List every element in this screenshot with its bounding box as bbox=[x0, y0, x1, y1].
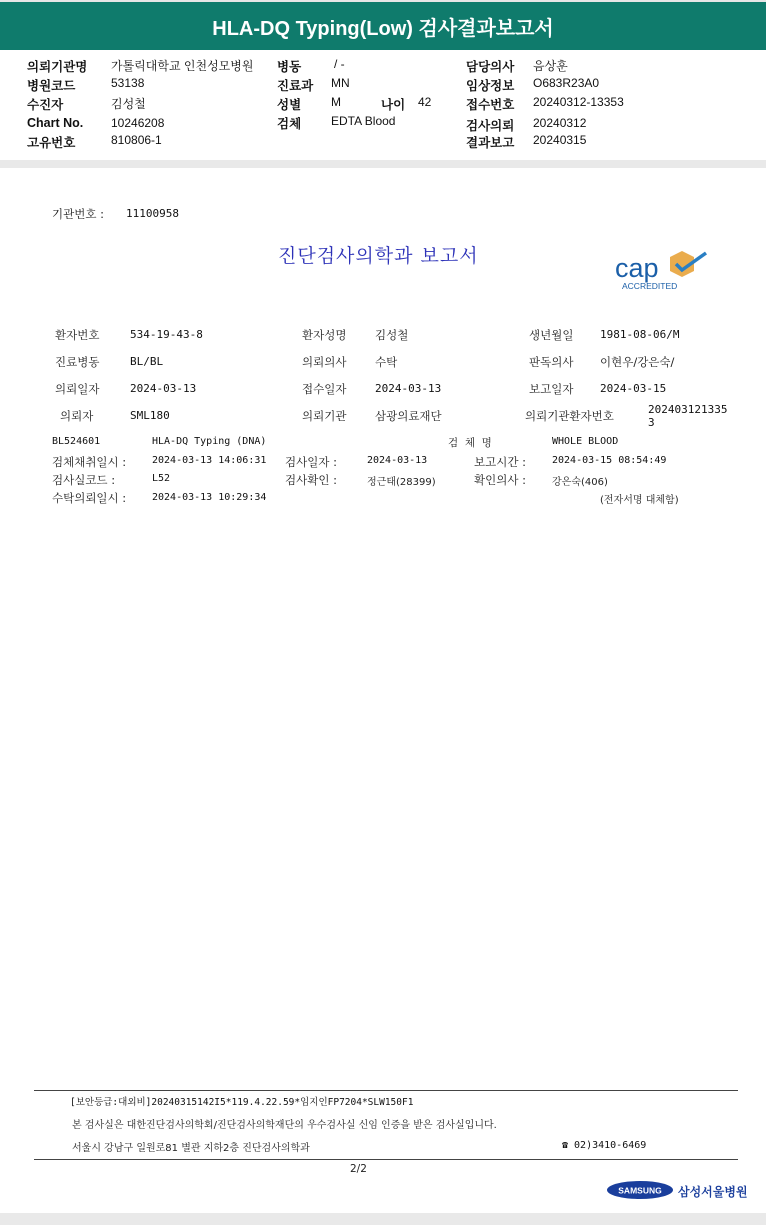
header-label-chart-no: Chart No. bbox=[27, 116, 84, 130]
value-institution-patient-no-cont: 3 bbox=[648, 416, 655, 429]
phone-text: ☎ 02)3410-6469 bbox=[562, 1140, 647, 1151]
value-request-date: 2024-03-13 bbox=[130, 382, 197, 395]
specimen-name-label: 검 체 명 bbox=[448, 437, 492, 449]
value-report-date: 2024-03-15 bbox=[600, 382, 667, 395]
header-value-chart-no: 10246208 bbox=[111, 116, 165, 130]
test-confirm-label: 검사확인 : bbox=[285, 473, 337, 487]
confirm-doctor-value: 강은숙(406) bbox=[552, 477, 608, 488]
header-value-institution: 가톨릭대학교 인천성모병원 bbox=[111, 59, 254, 73]
header-separator bbox=[0, 160, 766, 168]
cap-logo-text: cap bbox=[615, 253, 659, 283]
header-value-unique-no: 810806-1 bbox=[111, 133, 162, 147]
lab-code-label: 검사실코드 : bbox=[52, 473, 116, 487]
footer-bottom-rule bbox=[34, 1159, 738, 1160]
header-label-clinical-info: 임상정보 bbox=[466, 79, 515, 93]
header-label-doctor: 담당의사 bbox=[466, 60, 515, 74]
institution-number-label: 기관번호 : bbox=[52, 207, 104, 221]
header-value-hospital-code: 53138 bbox=[111, 76, 145, 90]
label-birthdate: 생년월일 bbox=[529, 328, 574, 342]
label-patient-no: 환자번호 bbox=[55, 328, 100, 342]
certification-text: 본 검사실은 대한진단검사의학회/진단검사의학재단의 우수검사실 신임 인증을 받은 검사실입니다. bbox=[72, 1120, 497, 1131]
header-value-result-date: 20240315 bbox=[533, 133, 587, 147]
header-value-request-date: 20240312 bbox=[533, 116, 587, 130]
test-date-value: 2024-03-13 bbox=[367, 455, 428, 466]
header-value-doctor: 음상훈 bbox=[533, 59, 568, 73]
value-requesting-institution: 삼광의료재단 bbox=[375, 409, 442, 423]
footer-top-rule bbox=[34, 1090, 738, 1091]
header-value-sex: M bbox=[331, 95, 341, 109]
header-label-patient: 수진자 bbox=[27, 98, 64, 112]
label-referring-doctor: 의뢰의사 bbox=[302, 355, 347, 369]
report-time-value: 2024-03-15 08:54:49 bbox=[552, 455, 667, 466]
header-label-institution: 의뢰기관명 bbox=[27, 60, 88, 74]
institution-number-value: 11100958 bbox=[126, 207, 179, 220]
label-reading-doctor: 판독의사 bbox=[529, 355, 574, 369]
test-date-label: 검사일자 : bbox=[285, 455, 337, 469]
report-time-label: 보고시간 : bbox=[474, 455, 526, 469]
header-label-specimen: 검체 bbox=[277, 117, 302, 131]
samsung-logo bbox=[606, 1180, 674, 1200]
value-reading-doctor: 이현우/강은숙/ bbox=[600, 355, 675, 369]
value-requester: SML180 bbox=[130, 409, 170, 422]
header-value-clinical-info: O683R23A0 bbox=[533, 76, 600, 90]
confirm-doctor-label: 확인의사 : bbox=[474, 473, 526, 487]
header-value-reception-no: 20240312-13353 bbox=[533, 95, 624, 109]
page-number: 2/2 bbox=[350, 1163, 367, 1175]
specimen-name-value: WHOLE BLOOD bbox=[552, 436, 619, 447]
value-patient-name: 김성철 bbox=[375, 328, 409, 342]
hospital-name: 삼성서울병원 bbox=[678, 1185, 748, 1199]
header-label-request-date: 검사의뢰 bbox=[466, 119, 515, 133]
header-value-patient: 김성철 bbox=[111, 97, 146, 111]
cap-logo-subtext: ACCREDITED bbox=[622, 281, 678, 291]
value-birthdate: 1981-08-06/M bbox=[600, 328, 680, 341]
report-title: HLA-DQ Typing(Low) 검사결과보고서 bbox=[212, 17, 554, 40]
label-receipt-date: 접수일자 bbox=[302, 382, 347, 396]
header-value-age: 42 bbox=[418, 95, 432, 109]
report-heading: 진단검사의학과 보고서 bbox=[278, 245, 479, 267]
esign-note: (전자서명 대체함) bbox=[600, 495, 679, 506]
value-clinic-ward: BL/BL bbox=[130, 355, 164, 368]
address-text: 서울시 강남구 일원로81 별관 지하2층 진단검사의학과 bbox=[72, 1143, 310, 1154]
value-institution-patient-no: 202403121335 bbox=[648, 403, 728, 416]
collection-time-label: 검체채취일시 : bbox=[52, 455, 127, 469]
header-label-age: 나이 bbox=[381, 98, 406, 112]
label-report-date: 보고일자 bbox=[529, 382, 574, 396]
cap-accredited-logo bbox=[612, 247, 712, 295]
test-name: HLA-DQ Typing (DNA) bbox=[152, 436, 267, 447]
test-confirm-value: 정근태(28399) bbox=[367, 477, 436, 488]
value-receipt-date: 2024-03-13 bbox=[375, 382, 442, 395]
consign-time-label: 수탁의뢰일시 : bbox=[52, 491, 127, 505]
header-label-result-date: 결과보고 bbox=[466, 136, 515, 150]
samsung-logo-text: SAMSUNG bbox=[618, 1185, 662, 1196]
bottom-band bbox=[0, 1213, 766, 1225]
label-request-date: 의뢰일자 bbox=[55, 382, 100, 396]
consign-time-value: 2024-03-13 10:29:34 bbox=[152, 492, 267, 503]
value-referring-doctor: 수탁 bbox=[375, 355, 398, 369]
label-requesting-institution: 의뢰기관 bbox=[302, 409, 347, 423]
report-title-bar bbox=[0, 0, 766, 50]
header-value-specimen: EDTA Blood bbox=[331, 114, 396, 128]
label-requester: 의뢰자 bbox=[60, 409, 94, 423]
collection-time-value: 2024-03-13 14:06:31 bbox=[152, 455, 267, 466]
test-code: BL524601 bbox=[52, 436, 101, 447]
security-line: [보안등급:대외비]20240315142I5*119.4.22.59*임지인FP7204*SLW150F1 bbox=[70, 1097, 414, 1108]
header-label-dept: 진료과 bbox=[277, 79, 314, 93]
label-clinic-ward: 진료병동 bbox=[55, 355, 100, 369]
header-label-sex: 성별 bbox=[277, 98, 302, 112]
header-label-unique-no: 고유번호 bbox=[27, 136, 76, 150]
value-patient-no: 534-19-43-8 bbox=[130, 328, 203, 341]
header-label-hospital-code: 병원코드 bbox=[27, 79, 76, 93]
header-value-ward: / - bbox=[334, 57, 345, 71]
header-label-ward: 병동 bbox=[277, 60, 302, 74]
lab-code-value: L52 bbox=[152, 473, 171, 484]
header-value-dept: MN bbox=[331, 76, 350, 90]
label-institution-patient-no: 의뢰기관환자번호 bbox=[525, 409, 614, 423]
header-label-reception-no: 접수번호 bbox=[466, 98, 515, 112]
label-patient-name: 환자성명 bbox=[302, 328, 347, 342]
